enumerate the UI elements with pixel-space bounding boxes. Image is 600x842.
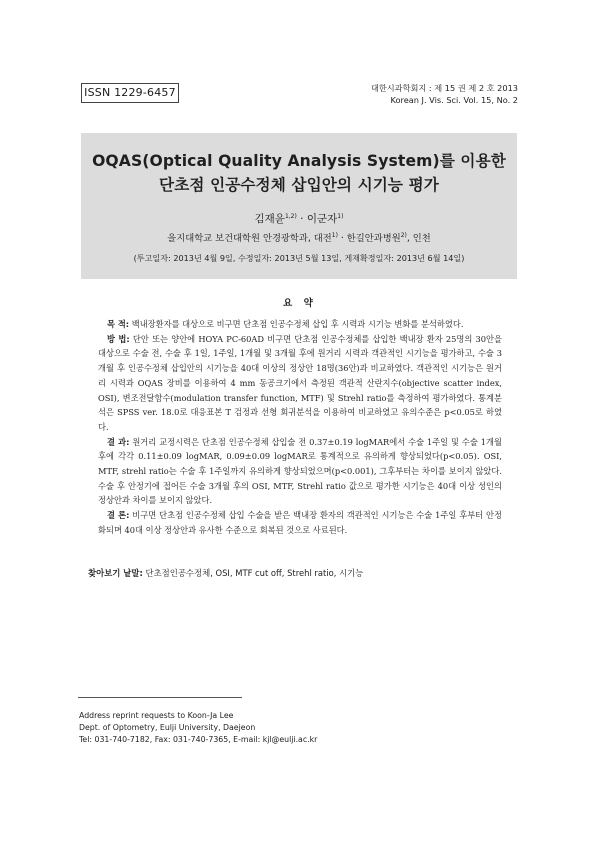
author-name: 이군자 xyxy=(306,213,338,225)
results-text: 원거리 교정시력은 단초점 인공수정체 삽입술 전 0.37±0.19 logMAR에서 수술 1주일 및 수술 1개월 후에 각각 0.11±0.09 logMAR, 0.09±0.09 logMAR로 통계적으로 유의하게 향상되었다(p<0.05). OSI, MTF, strehl ratio는 수술 후 1주일까지 유의하게 향상되었으며(p<0.001), 그후부터는 차이를 보이지 않았다. 수술 후 안정기에 접어든 수술 3개월 후의 OSI, MTF, Strehl ratio 값으로 평가한 시기능은 40대 이상 성인의 정상안과 차이를 보이지 않았다. xyxy=(98,436,502,506)
footnote-line: Dept. of Optometry, Eulji University, Daejeon xyxy=(79,722,256,732)
abstract-results xyxy=(98,435,502,509)
abstract-methods xyxy=(98,332,502,435)
conclusion-text: 비구면 단초점 인공수정체 삽입 수술을 받은 백내장 환자의 객관적인 시기능은 수술 1주일 후부터 안정화되며 40대 이상 정상안과 유사한 수준으로 회복된 것으로 사료된다. xyxy=(98,510,502,535)
journal-citation-english: Korean J. Vis. Sci. Vol. 15, No. 2 xyxy=(390,95,518,105)
affiliation-text: · 한길안과병원 xyxy=(337,233,401,244)
keywords-text: 단초점인공수정체, OSI, MTF cut off, Strehl ratio, 시기능 xyxy=(142,568,364,578)
affiliation-superscript: 1) xyxy=(331,232,338,239)
paper-title-line2: 단초점 인공수정체 삽입안의 시기능 평가 xyxy=(159,176,439,194)
author-separator: · xyxy=(296,213,307,225)
author-name: 김재윤 xyxy=(254,213,285,225)
purpose-text: 백내장환자를 대상으로 비구면 단초점 인공수정체 삽입 후 시력과 시기능 변화를 분석하였다. xyxy=(129,319,464,329)
title-block xyxy=(81,133,517,279)
author-superscript: 1,2) xyxy=(284,213,297,220)
methods-label: 방 법: xyxy=(107,333,130,344)
results-label: 결 과: xyxy=(107,436,130,447)
abstract-heading: 요 약 xyxy=(283,298,317,309)
affiliation xyxy=(81,230,517,244)
affiliation-text: 을지대학교 보건대학원 안경광학과, 대전 xyxy=(167,233,332,244)
purpose-label: 목 적: xyxy=(107,319,130,329)
author-list xyxy=(81,211,517,226)
footnote-divider xyxy=(78,697,242,698)
abstract-purpose xyxy=(98,317,502,332)
footnote-line: Address reprint requests to Koon-Ja Lee xyxy=(79,711,234,720)
keywords xyxy=(88,567,508,579)
issn-box: ISSN 1229-6457 xyxy=(81,83,179,103)
journal-citation-korean: 대한시과학회지 : 제 15 권 제 2 호 2013 xyxy=(370,83,518,93)
affiliation-text: , 인천 xyxy=(406,233,431,244)
abstract-conclusion xyxy=(98,508,502,537)
paper-title-line1: OQAS(Optical Quality Analysis System)를 이용한 xyxy=(92,152,506,170)
keywords-label: 찾아보기 낱말: xyxy=(88,568,143,578)
abstract-body xyxy=(98,317,502,538)
submission-dates: (투고일자: 2013년 4월 9일, 수정일자: 2013년 5월 13일, 게재확정일자: 2013년 6월 14일) xyxy=(133,253,465,263)
journal-citation xyxy=(371,82,518,106)
correspondence-footnote xyxy=(79,710,317,745)
footnote-line: Tel: 031-740-7182, Fax: 031-740-7365, E-mail: kjl@eulji.ac.kr xyxy=(79,734,318,744)
affiliation-superscript: 2) xyxy=(400,232,407,239)
author-superscript: 1) xyxy=(337,213,344,220)
conclusion-label: 결 론: xyxy=(107,510,130,521)
methods-text: 단안 또는 양안에 HOYA PC-60AD 비구면 단초점 인공수정체를 삽입한 백내장 환자 25명의 30안을 대상으로 수술 전, 수술 후 1일, 1주일, 1개월 및 3개월 후에 원거리 시력과 객관적인 시기능을 평가하고, 수술 3개월 후 인공수정체 삽입안의 시기능을 40대 이상의 정상안 18명(36안)과 비교하였다. 객관적인 시기능은 원거리 시력과 OQAS 장비를 이용하여 4 mm 동공크기에서 측정된 객관적 산란지수(objective scatter index, OSI), 변조전달함수(modulation transfer function, MTF) 및 Strehl ratio를 측정하여 평가하였다. 통계분석은 SPSS ver. 18.0로 대응표본 T 검정과 선형 회귀분석을 이용하여 비교하였고 유의수준은 p<0.05로 하였다. xyxy=(98,333,502,432)
